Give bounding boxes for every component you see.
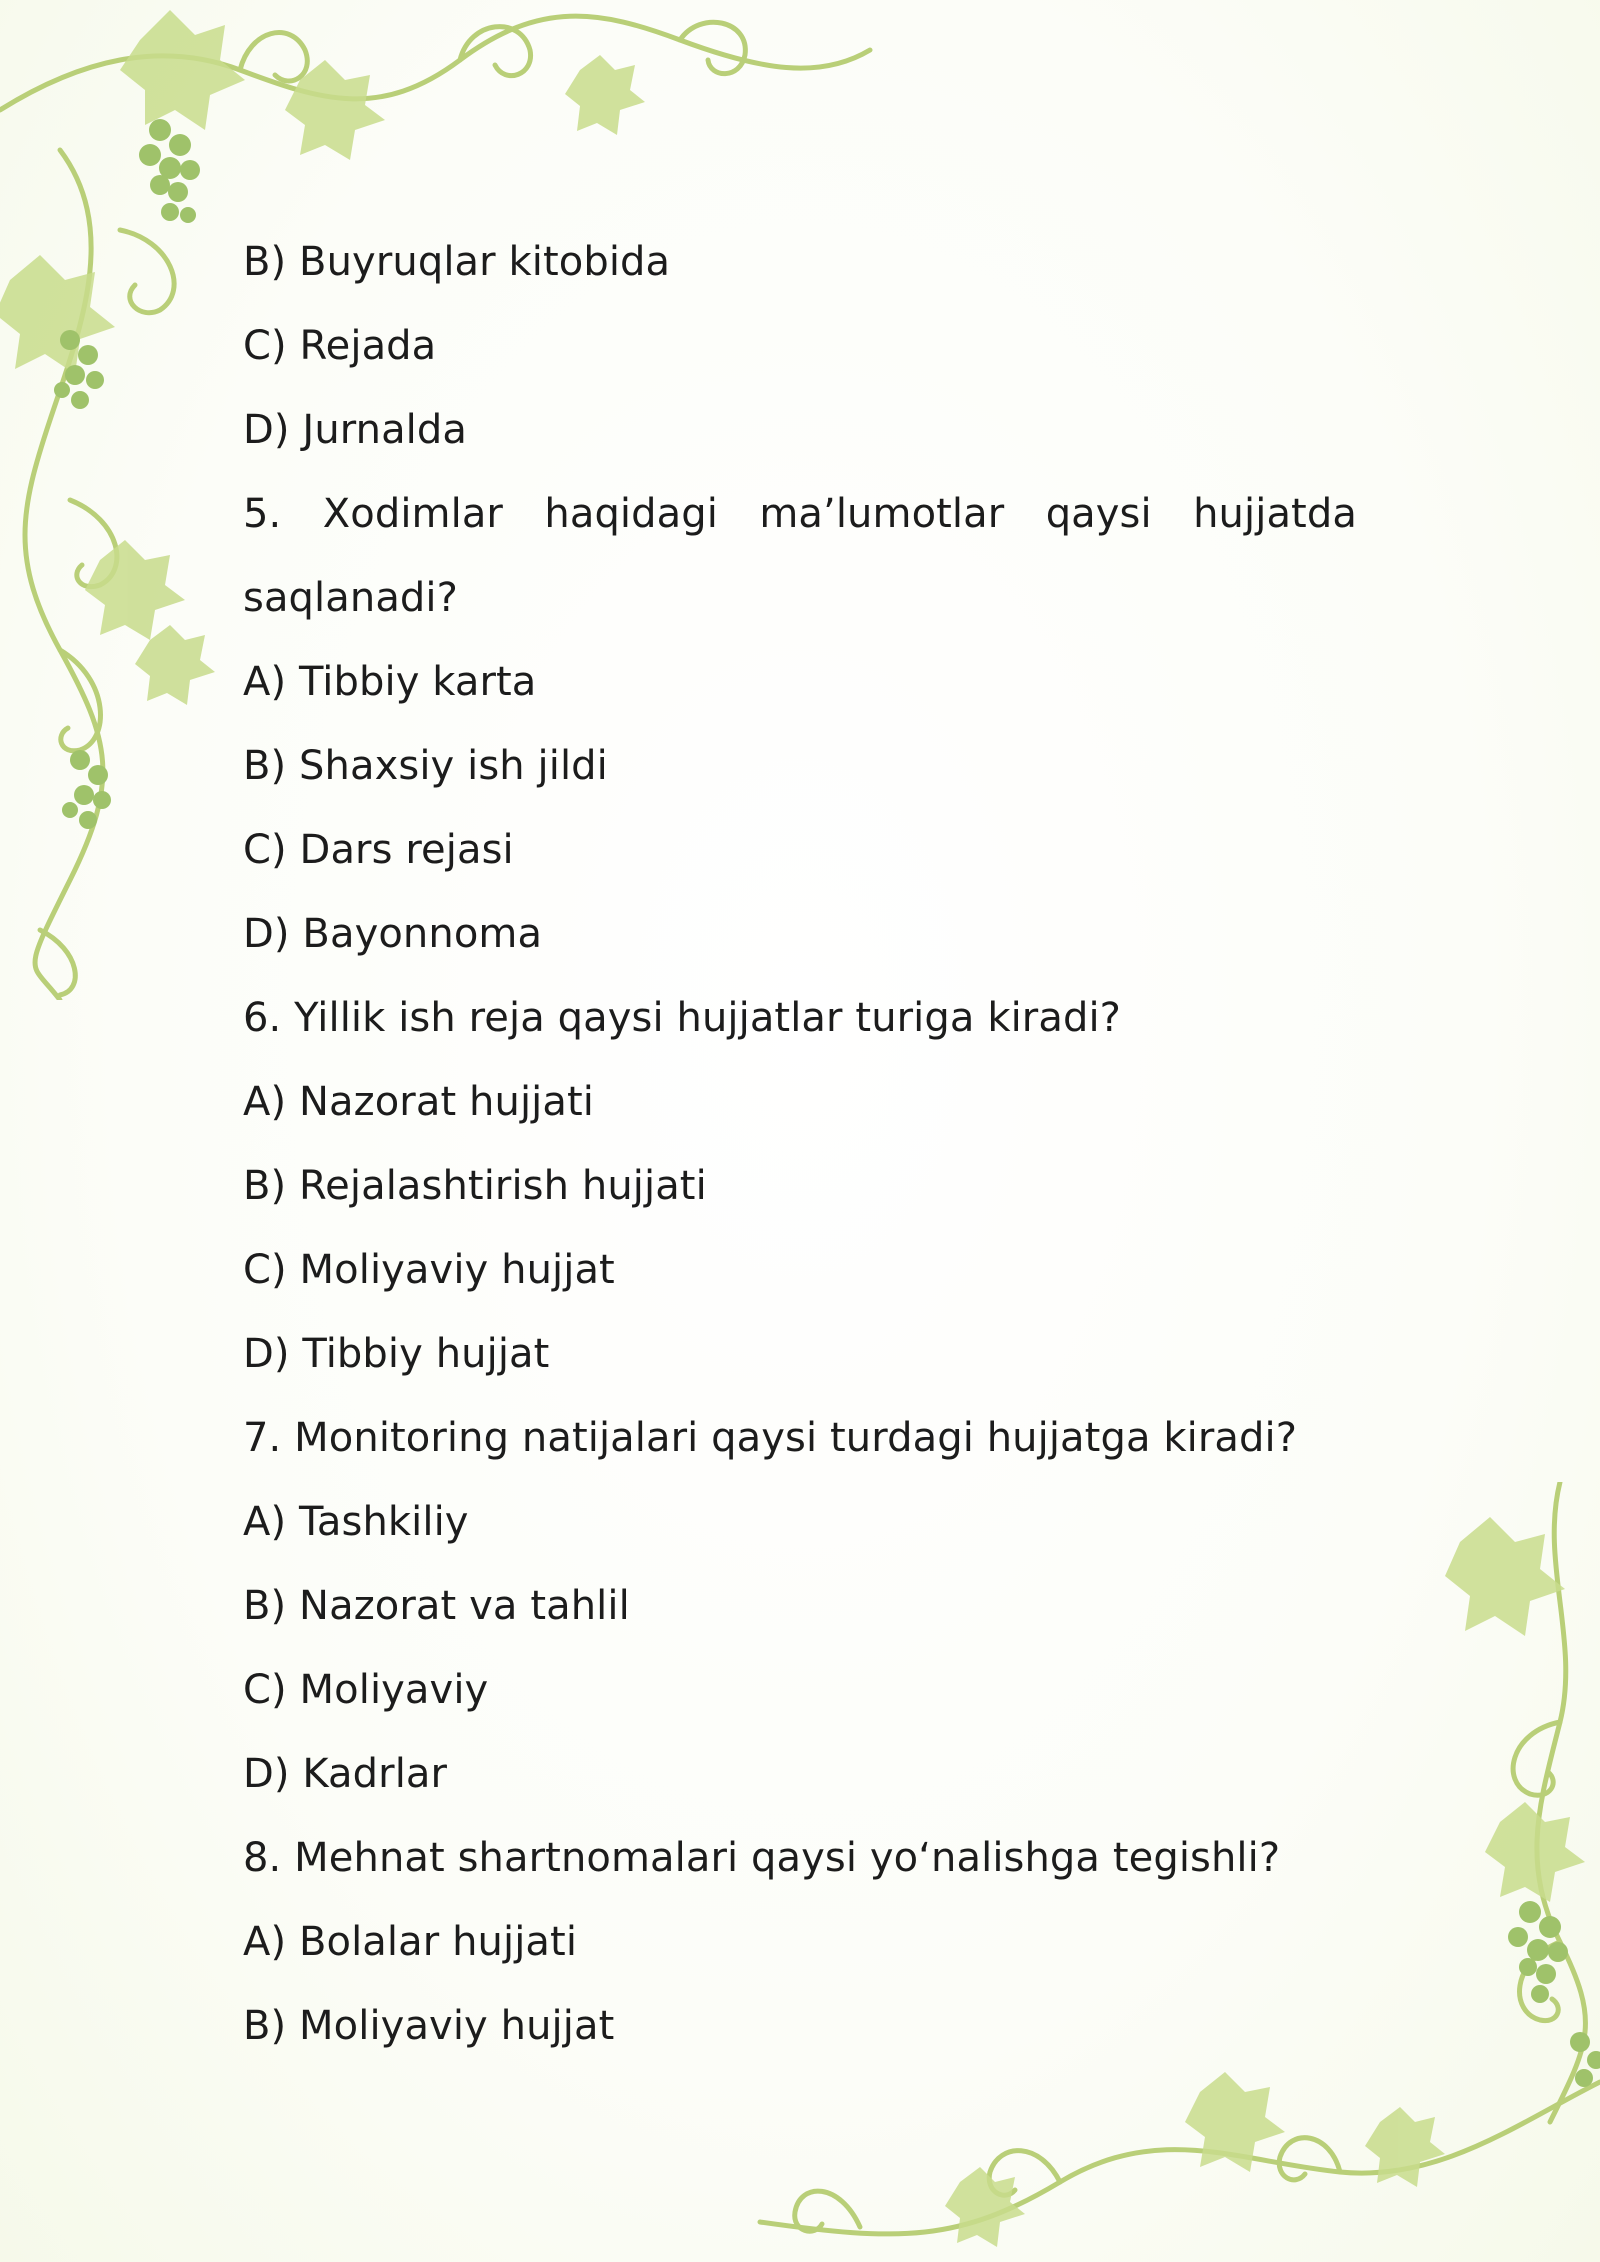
question-5-second-line: saqlanadi? [243, 575, 458, 621]
question-word: qaysi [1045, 491, 1152, 537]
answer-option: A) Tibbiy karta [243, 659, 537, 705]
answer-option: B) Buyruqlar kitobida [243, 239, 671, 285]
quiz-content [243, 220, 1357, 2068]
answer-option: B) Shaxsiy ish jildi [243, 743, 608, 789]
question-word: 5. [243, 491, 282, 537]
answer-option: A) Bolalar hujjati [243, 1919, 578, 1965]
question-word: Xodimlar [322, 491, 503, 537]
answer-option: D) Bayonnoma [243, 911, 543, 957]
answer-option: D) Jurnalda [243, 407, 467, 453]
question-7: 7. Monitoring natijalari qaysi turdagi hujjatga kiradi? [243, 1415, 1298, 1461]
answer-option: C) Moliyaviy [243, 1667, 489, 1713]
answer-option: C) Moliyaviy hujjat [243, 1247, 615, 1293]
answer-option: C) Dars rejasi [243, 827, 514, 873]
question-6: 6. Yillik ish reja qaysi hujjatlar turiga kiradi? [243, 995, 1121, 1041]
answer-option: B) Rejalashtirish hujjati [243, 1163, 707, 1209]
answer-option: B) Nazorat va tahlil [243, 1583, 630, 1629]
answer-option: C) Rejada [243, 323, 437, 369]
answer-option: A) Tashkiliy [243, 1499, 469, 1545]
question-word: haqidagi [544, 491, 718, 537]
question-word: ma’lumotlar [759, 491, 1005, 537]
question-word: hujjatda [1193, 491, 1357, 537]
question-5-first-line [243, 472, 1357, 556]
question-8: 8. Mehnat shartnomalari qaysi yo‘nalishga tegishli? [243, 1835, 1281, 1881]
answer-option: A) Nazorat hujjati [243, 1079, 594, 1125]
answer-option: D) Kadrlar [243, 1751, 448, 1797]
answer-option: B) Moliyaviy hujjat [243, 2003, 615, 2049]
answer-option: D) Tibbiy hujjat [243, 1331, 550, 1377]
